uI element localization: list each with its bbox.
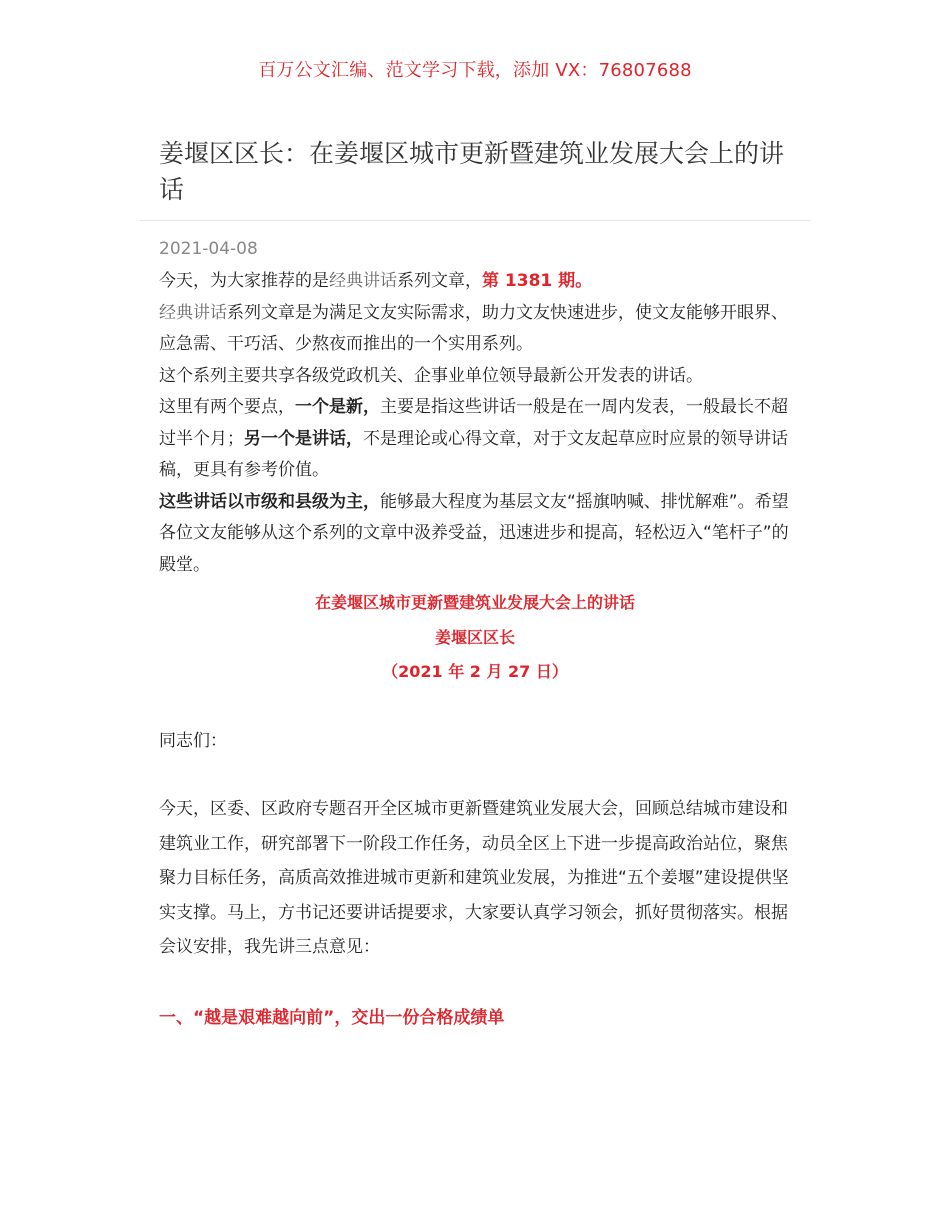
intro-text: 今天，为大家推荐的是: [159, 271, 329, 291]
intro-text: 不是理论或心得文章，对于文友起草应时应景的领导讲话稿，更具有参考价值。: [159, 428, 788, 480]
intro-paragraph-5: [159, 487, 795, 582]
speech-title: 在姜堰区城市更新暨建筑业发展大会上的讲话: [314, 593, 635, 612]
promo-banner: 百万公文汇编、范文学习下载，添加 VX：76807688: [258, 60, 692, 81]
intro-text: 能够最大程度为基层文友“摇旗呐喊、排忧解难”。希望各位文友能够从这个系列的文章中汲养受益，迅速进步和提高，轻松迈入“笔杆子”的殿堂。: [159, 491, 789, 575]
intro-paragraph-2: [159, 298, 795, 361]
publish-date: 2021-04-08: [159, 239, 258, 259]
series-link[interactable]: 经典讲话: [329, 271, 397, 291]
title-divider: [140, 220, 810, 221]
intro-text: 系列文章是为满足文友实际需求，助力文友快速进步，使文友能够开眼界、应急需、干巧活、少熬夜而推出的一个实用系列。: [159, 302, 788, 354]
intro-text: 主要是指这些讲话一般是在一周内发表，一般最长不超过半个月；: [159, 397, 788, 449]
key-point-3: 这些讲话以市级和县级为主，: [159, 491, 380, 512]
article-title: 姜堰区区长：在姜堰区城市更新暨建筑业发展大会上的讲话: [159, 139, 785, 204]
key-point-2: 另一个是讲话，: [244, 428, 363, 449]
intro-text: 系列文章，: [397, 271, 482, 291]
section-heading-1: 一、“越是艰难越向前”，交出一份合格成绩单: [159, 1008, 505, 1028]
intro-section: [159, 266, 795, 581]
speech-date: （2021 年 2 月 27 日）: [382, 662, 568, 681]
series-link[interactable]: 经典讲话: [159, 302, 227, 323]
salutation: 同志们：: [159, 731, 227, 751]
issue-number: 第 1381 期。: [482, 271, 593, 291]
speech-speaker: 姜堰区区长: [434, 628, 515, 647]
intro-text: 这里有两个要点，: [159, 397, 295, 417]
intro-paragraph-1: [159, 266, 795, 298]
key-point-1: 一个是新，: [295, 397, 380, 417]
speech-paragraph-1: 今天，区委、区政府专题召开全区城市更新暨建筑业发展大会，回顾总结城市建设和建筑业工作，研究部署下一阶段工作任务，动员全区上下进一步提高政治站位，聚焦聚力目标任务，高质高效推进城市更新和建筑业发展，为推进“五个姜堰”建设提供坚实支撑。马上，方书记还要讲话提要求，大家要认真学习领会，抓好贯彻落实。根据会议安排，我先讲三点意见：: [159, 799, 789, 957]
intro-paragraph-4: [159, 392, 795, 487]
intro-paragraph-3: 这个系列主要共享各级党政机关、企事业单位领导最新公开发表的讲话。: [159, 365, 703, 386]
